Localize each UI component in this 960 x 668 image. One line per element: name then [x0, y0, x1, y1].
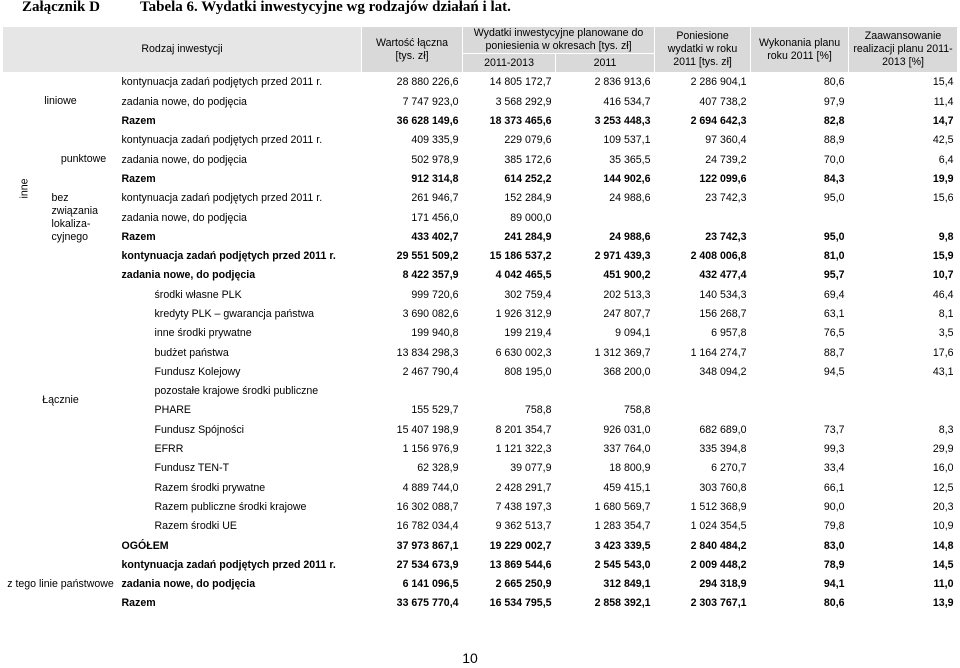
- table-row: [3, 189, 958, 208]
- cell-value: 27 534 673,9: [362, 555, 463, 574]
- cell-value: 15,6: [849, 189, 958, 208]
- cell-value: 33,4: [751, 459, 849, 478]
- table-title: Tabela 6. Wydatki inwestycyjne wg rodzajów działań i lat.: [140, 0, 511, 15]
- cell-value: [849, 208, 958, 227]
- cell-value: 261 946,7: [362, 189, 463, 208]
- cell-value: 18 800,9: [556, 459, 655, 478]
- cell-value: 758,8: [556, 401, 655, 420]
- row-label: kontynuacja zadań podjętych przed 2011 r.: [119, 246, 362, 265]
- cell-value: 46,4: [849, 285, 958, 304]
- row-label: środki własne PLK: [119, 285, 362, 304]
- cell-value: 94,5: [751, 362, 849, 381]
- cell-value: 83,0: [751, 536, 849, 555]
- row-label: Razem środki prywatne: [119, 478, 362, 497]
- cell-value: 16 302 088,7: [362, 497, 463, 516]
- cell-value: 8 422 357,9: [362, 266, 463, 285]
- cell-value: 409 335,9: [362, 131, 463, 150]
- row-label: zadania nowe, do podjęcia: [119, 575, 362, 594]
- cell-value: 3 690 082,6: [362, 304, 463, 323]
- row-label: Fundusz Kolejowy: [119, 362, 362, 381]
- cell-value: 171 456,0: [362, 208, 463, 227]
- cell-value: 348 094,2: [655, 362, 751, 381]
- cell-value: 24 988,6: [556, 227, 655, 246]
- cell-value: 3 423 339,5: [556, 536, 655, 555]
- cell-value: 24 988,6: [556, 189, 655, 208]
- table-row: [3, 575, 958, 594]
- table-row: [3, 304, 958, 323]
- cell-value: [849, 401, 958, 420]
- cell-value: 16 782 034,4: [362, 517, 463, 536]
- cell-value: 81,0: [751, 246, 849, 265]
- cell-value: 303 760,8: [655, 478, 751, 497]
- row-label: kredyty PLK – gwarancja państwa: [119, 304, 362, 323]
- cell-value: 2 694 642,3: [655, 111, 751, 130]
- table-row: [3, 246, 958, 265]
- cell-value: 407 738,2: [655, 92, 751, 111]
- cell-value: 95,0: [751, 227, 849, 246]
- cell-value: [655, 382, 751, 401]
- page-header: [0, 0, 960, 24]
- cell-value: 15,4: [849, 73, 958, 92]
- cell-value: 37 973 867,1: [362, 536, 463, 555]
- cell-value: 144 902,6: [556, 169, 655, 188]
- cell-value: 294 318,9: [655, 575, 751, 594]
- cell-value: 69,4: [751, 285, 849, 304]
- cell-value: 9,8: [849, 227, 958, 246]
- cell-value: 15,9: [849, 246, 958, 265]
- table-row: [3, 169, 958, 188]
- cell-value: 433 402,7: [362, 227, 463, 246]
- table-row: [3, 73, 958, 92]
- cell-value: 1 283 354,7: [556, 517, 655, 536]
- investment-table: [2, 26, 958, 614]
- cell-value: 808 195,0: [463, 362, 556, 381]
- cell-value: [751, 382, 849, 401]
- group-z-tego-linie-panstwowe: z tego linie państwowe: [3, 555, 119, 613]
- cell-value: 247 807,7: [556, 304, 655, 323]
- cell-value: 682 689,0: [655, 420, 751, 439]
- cell-value: 2 840 484,2: [655, 536, 751, 555]
- cell-value: 80,6: [751, 594, 849, 613]
- row-label: Fundusz Spójności: [119, 420, 362, 439]
- row-label: Fundusz TEN-T: [119, 459, 362, 478]
- table-row: [3, 420, 958, 439]
- cell-value: 13 869 544,6: [463, 555, 556, 574]
- table-row: [3, 555, 958, 574]
- cell-value: 1 156 976,9: [362, 439, 463, 458]
- cell-value: 926 031,0: [556, 420, 655, 439]
- cell-value: 10,7: [849, 266, 958, 285]
- cell-value: 302 759,4: [463, 285, 556, 304]
- row-label: Razem: [119, 169, 362, 188]
- cell-value: 62 328,9: [362, 459, 463, 478]
- cell-value: 8 201 354,7: [463, 420, 556, 439]
- cell-value: 155 529,7: [362, 401, 463, 420]
- cell-value: 4 889 744,0: [362, 478, 463, 497]
- cell-value: 7 438 197,3: [463, 497, 556, 516]
- table-row: [3, 266, 958, 285]
- cell-value: 912 314,8: [362, 169, 463, 188]
- table-row: [3, 382, 958, 401]
- table-row: [3, 517, 958, 536]
- table-row: [3, 92, 958, 111]
- cell-value: 9 362 513,7: [463, 517, 556, 536]
- cell-value: 80,6: [751, 73, 849, 92]
- cell-value: 95,7: [751, 266, 849, 285]
- row-label: PHARE: [119, 401, 362, 420]
- row-label: zadania nowe, do podjęcia: [119, 208, 362, 227]
- row-label: EFRR: [119, 439, 362, 458]
- cell-value: 1 512 368,9: [655, 497, 751, 516]
- cell-value: [556, 382, 655, 401]
- cell-value: 1 164 274,7: [655, 343, 751, 362]
- row-label: kontynuacja zadań podjętych przed 2011 r.: [119, 73, 362, 92]
- cell-value: 88,7: [751, 343, 849, 362]
- cell-value: 229 079,6: [463, 131, 556, 150]
- cell-value: 432 477,4: [655, 266, 751, 285]
- row-label: zadania nowe, do podjęcia: [119, 150, 362, 169]
- cell-value: 42,5: [849, 131, 958, 150]
- group-liniowe: liniowe: [3, 73, 119, 131]
- cell-value: 24 739,2: [655, 150, 751, 169]
- cell-value: 11,0: [849, 575, 958, 594]
- cell-value: 109 537,1: [556, 131, 655, 150]
- cell-value: 368 200,0: [556, 362, 655, 381]
- col-period-2011: 2011: [556, 54, 655, 73]
- cell-value: 2 009 448,2: [655, 555, 751, 574]
- cell-value: 76,5: [751, 324, 849, 343]
- cell-value: 6 630 002,3: [463, 343, 556, 362]
- cell-value: 78,9: [751, 555, 849, 574]
- col-zaawans: Zaawansowanie realizacji planu 2011-2013 [%]: [849, 27, 958, 73]
- cell-value: 39 077,9: [463, 459, 556, 478]
- cell-value: 4 042 465,5: [463, 266, 556, 285]
- table-row: [3, 324, 958, 343]
- cell-value: 99,3: [751, 439, 849, 458]
- cell-value: 140 534,3: [655, 285, 751, 304]
- col-planned-group: Wydatki inwestycyjne planowane do poniesienia w okresach [tys. zł]: [463, 27, 655, 54]
- cell-value: 35 365,5: [556, 150, 655, 169]
- row-label: Razem: [119, 227, 362, 246]
- cell-value: 2 286 904,1: [655, 73, 751, 92]
- col-period-2011-2013: 2011-2013: [463, 54, 556, 73]
- cell-value: 614 252,2: [463, 169, 556, 188]
- table-row: [3, 536, 958, 555]
- cell-value: [463, 382, 556, 401]
- table-row: [3, 497, 958, 516]
- table-row: [3, 227, 958, 246]
- cell-value: 7 747 923,0: [362, 92, 463, 111]
- row-label: kontynuacja zadań podjętych przed 2011 r.: [119, 131, 362, 150]
- table-row: [3, 150, 958, 169]
- cell-value: 1 312 369,7: [556, 343, 655, 362]
- cell-value: 73,7: [751, 420, 849, 439]
- col-wartosc: Wartość łączna [tys. zł]: [362, 27, 463, 73]
- cell-value: 95,0: [751, 189, 849, 208]
- cell-value: 202 513,3: [556, 285, 655, 304]
- cell-value: [655, 208, 751, 227]
- row-label: kontynuacja zadań podjętych przed 2011 r.: [119, 189, 362, 208]
- cell-value: 199 940,8: [362, 324, 463, 343]
- table-row: [3, 131, 958, 150]
- cell-value: 8,1: [849, 304, 958, 323]
- group-bez-zwiazania: bez związania lokaliza-cyjnego: [49, 189, 119, 247]
- cell-value: 13 834 298,3: [362, 343, 463, 362]
- attachment-label: Załącznik D: [22, 0, 100, 15]
- cell-value: 2 665 250,9: [463, 575, 556, 594]
- cell-value: 2 545 543,0: [556, 555, 655, 574]
- cell-value: 23 742,3: [655, 189, 751, 208]
- cell-value: 385 172,6: [463, 150, 556, 169]
- cell-value: 16 534 795,5: [463, 594, 556, 613]
- cell-value: 11,4: [849, 92, 958, 111]
- cell-value: 3 253 448,3: [556, 111, 655, 130]
- cell-value: [655, 401, 751, 420]
- cell-value: 1 024 354,5: [655, 517, 751, 536]
- cell-value: 33 675 770,4: [362, 594, 463, 613]
- page-number: 10: [462, 650, 478, 666]
- cell-value: 758,8: [463, 401, 556, 420]
- cell-value: 152 284,9: [463, 189, 556, 208]
- cell-value: 94,1: [751, 575, 849, 594]
- cell-value: 12,5: [849, 478, 958, 497]
- col-poniesione: Poniesione wydatki w roku 2011 [tys. zł]: [655, 27, 751, 73]
- row-label: Razem: [119, 111, 362, 130]
- cell-value: 1 680 569,7: [556, 497, 655, 516]
- cell-value: 97,9: [751, 92, 849, 111]
- cell-value: 15 407 198,9: [362, 420, 463, 439]
- cell-value: 90,0: [751, 497, 849, 516]
- cell-value: 66,1: [751, 478, 849, 497]
- cell-value: 1 121 322,3: [463, 439, 556, 458]
- cell-value: 2 467 790,4: [362, 362, 463, 381]
- cell-value: 29,9: [849, 439, 958, 458]
- cell-value: 28 880 226,6: [362, 73, 463, 92]
- col-wykonanie: Wykonania planu roku 2011 [%]: [751, 27, 849, 73]
- col-rodzaj: Rodzaj inwestycji: [3, 27, 362, 73]
- cell-value: 10,9: [849, 517, 958, 536]
- table-row: [3, 208, 958, 227]
- cell-value: 88,9: [751, 131, 849, 150]
- cell-value: 6 270,7: [655, 459, 751, 478]
- cell-value: 29 551 509,2: [362, 246, 463, 265]
- cell-value: 6 957,8: [655, 324, 751, 343]
- cell-value: [751, 401, 849, 420]
- cell-value: 2 408 006,8: [655, 246, 751, 265]
- cell-value: 14 805 172,7: [463, 73, 556, 92]
- cell-value: 14,7: [849, 111, 958, 130]
- row-label: Razem: [119, 594, 362, 613]
- cell-value: 16,0: [849, 459, 958, 478]
- cell-value: 43,1: [849, 362, 958, 381]
- table-row: [3, 478, 958, 497]
- row-label: OGÓŁEM: [119, 536, 362, 555]
- cell-value: 2 836 913,6: [556, 73, 655, 92]
- cell-value: 19,9: [849, 169, 958, 188]
- table-row: [3, 285, 958, 304]
- cell-value: 312 849,1: [556, 575, 655, 594]
- cell-value: 122 099,6: [655, 169, 751, 188]
- cell-value: 9 094,1: [556, 324, 655, 343]
- cell-value: 2 428 291,7: [463, 478, 556, 497]
- table-row: [3, 439, 958, 458]
- cell-value: 241 284,9: [463, 227, 556, 246]
- row-label: zadania nowe, do podjęcia: [119, 266, 362, 285]
- cell-value: 459 415,1: [556, 478, 655, 497]
- table-row: [3, 594, 958, 613]
- cell-value: 18 373 465,6: [463, 111, 556, 130]
- cell-value: [556, 208, 655, 227]
- cell-value: 416 534,7: [556, 92, 655, 111]
- table-row: [3, 343, 958, 362]
- cell-value: 999 720,6: [362, 285, 463, 304]
- row-label: Razem środki UE: [119, 517, 362, 536]
- cell-value: 20,3: [849, 497, 958, 516]
- table-row: [3, 362, 958, 381]
- cell-value: 84,3: [751, 169, 849, 188]
- cell-value: 36 628 149,6: [362, 111, 463, 130]
- cell-value: 337 764,0: [556, 439, 655, 458]
- cell-value: 1 926 312,9: [463, 304, 556, 323]
- cell-value: 2 303 767,1: [655, 594, 751, 613]
- cell-value: 6 141 096,5: [362, 575, 463, 594]
- row-label: kontynuacja zadań podjętych przed 2011 r.: [119, 555, 362, 574]
- cell-value: 502 978,9: [362, 150, 463, 169]
- cell-value: 15 186 537,2: [463, 246, 556, 265]
- row-label: zadania nowe, do podjęcia: [119, 92, 362, 111]
- table-row: [3, 111, 958, 130]
- cell-value: 97 360,4: [655, 131, 751, 150]
- row-label: pozostałe krajowe środki publiczne: [119, 382, 362, 401]
- group-inne: inne: [3, 131, 49, 247]
- cell-value: 63,1: [751, 304, 849, 323]
- cell-value: 14,8: [849, 536, 958, 555]
- cell-value: 3,5: [849, 324, 958, 343]
- cell-value: 156 268,7: [655, 304, 751, 323]
- cell-value: 82,8: [751, 111, 849, 130]
- cell-value: 199 219,4: [463, 324, 556, 343]
- cell-value: 6,4: [849, 150, 958, 169]
- cell-value: [751, 208, 849, 227]
- cell-value: 8,3: [849, 420, 958, 439]
- cell-value: 13,9: [849, 594, 958, 613]
- table-row: [3, 401, 958, 420]
- cell-value: 451 900,2: [556, 266, 655, 285]
- cell-value: 2 858 392,1: [556, 594, 655, 613]
- row-label: inne środki prywatne: [119, 324, 362, 343]
- cell-value: 335 394,8: [655, 439, 751, 458]
- cell-value: 17,6: [849, 343, 958, 362]
- cell-value: [849, 382, 958, 401]
- cell-value: 79,8: [751, 517, 849, 536]
- row-label: Razem publiczne środki krajowe: [119, 497, 362, 516]
- row-label: budżet państwa: [119, 343, 362, 362]
- cell-value: 89 000,0: [463, 208, 556, 227]
- cell-value: 23 742,3: [655, 227, 751, 246]
- group-punktowe: punktowe: [49, 131, 119, 189]
- cell-value: 14,5: [849, 555, 958, 574]
- cell-value: 3 568 292,9: [463, 92, 556, 111]
- cell-value: [362, 382, 463, 401]
- group-lacznie: Łącznie: [3, 246, 119, 555]
- cell-value: 19 229 002,7: [463, 536, 556, 555]
- cell-value: 2 971 439,3: [556, 246, 655, 265]
- table-row: [3, 459, 958, 478]
- cell-value: 70,0: [751, 150, 849, 169]
